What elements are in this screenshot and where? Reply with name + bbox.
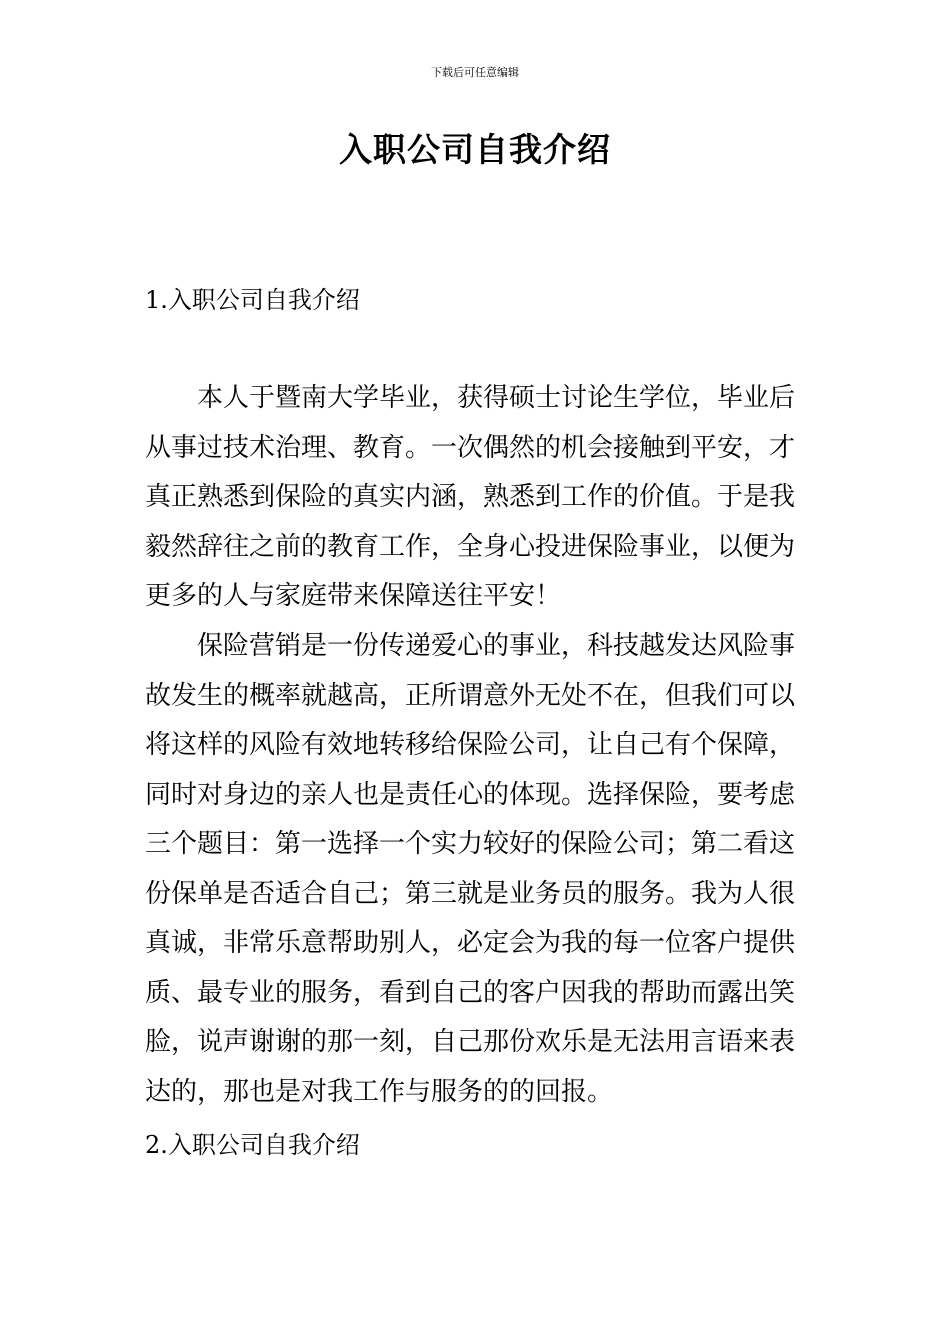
paragraph-line: 脸，说声谢谢的那一刻，自己那份欢乐是无法用言语来表 bbox=[145, 1027, 796, 1057]
paragraph-line: 更多的人与家庭带来保障送往平安！ bbox=[145, 581, 562, 611]
paragraph-line: 质、最专业的服务，看到自己的客户因我的帮助而露出笑 bbox=[145, 977, 796, 1008]
paragraph-2 bbox=[145, 622, 807, 1117]
document-title: 入职公司自我介绍 bbox=[339, 130, 611, 169]
paragraph-line: 真诚，非常乐意帮助别人，必定会为我的每一位客户提供 bbox=[145, 928, 796, 958]
section-heading-2: 2.入职公司自我介绍 bbox=[145, 1131, 360, 1159]
paragraph-line: 同时对身边的亲人也是责任心的体现。选择保险，要考虑 bbox=[145, 779, 796, 810]
paragraph-line: 三个题目：第一选择一个实力较好的保险公司；第二看这 bbox=[145, 829, 796, 859]
paragraph-line: 将这样的风险有效地转移给保险公司，让自己有个保障， bbox=[145, 730, 796, 760]
paragraph-line: 毅然辞往之前的教育工作，全身心投进保险事业，以便为 bbox=[145, 531, 796, 562]
header-note: 下载后可任意编辑 bbox=[431, 66, 519, 79]
paragraph-1 bbox=[145, 374, 807, 622]
paragraph-line: 本人于暨南大学毕业，获得硕士讨论生学位，毕业后 bbox=[197, 383, 796, 413]
section-heading-1: 1.入职公司自我介绍 bbox=[145, 286, 360, 314]
paragraph-line: 达的，那也是对我工作与服务的的回报。 bbox=[145, 1076, 614, 1107]
paragraph-line: 保险营销是一份传递爱心的事业，科技越发达风险事 bbox=[197, 631, 796, 661]
paragraph-line: 真正熟悉到保险的真实内涵，熟悉到工作的价值。于是我 bbox=[145, 482, 796, 512]
paragraph-line: 故发生的概率就越高，正所谓意外无处不在，但我们可以 bbox=[145, 680, 796, 711]
paragraph-line: 从事过技术治理、教育。一次偶然的机会接触到平安，才 bbox=[145, 432, 796, 463]
paragraph-line: 份保单是否适合自己；第三就是业务员的服务。我为人很 bbox=[145, 878, 796, 909]
